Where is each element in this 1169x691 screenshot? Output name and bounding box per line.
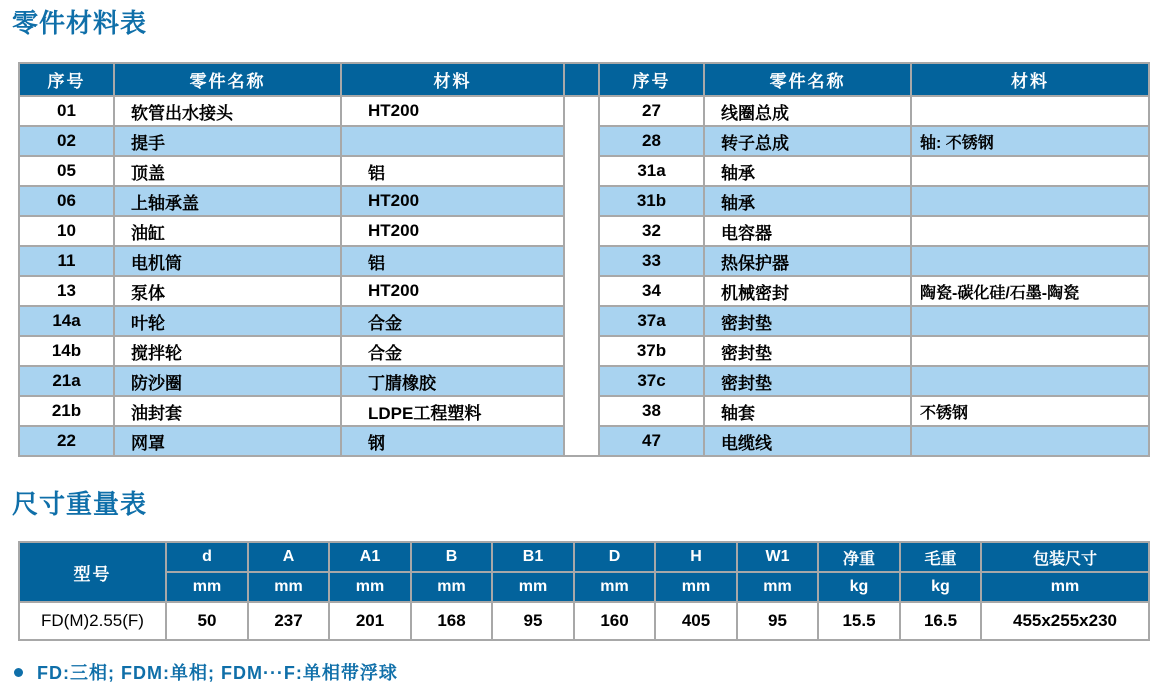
spacer-cell — [564, 396, 599, 426]
parts-table-row — [19, 156, 1149, 186]
dim-column-label: H — [655, 542, 737, 572]
part-material-cell — [911, 306, 1149, 336]
dims-data-row — [19, 602, 1149, 640]
part-name-cell: 电容器 — [704, 216, 911, 246]
part-no-cell: 31a — [599, 156, 704, 186]
part-material-cell — [911, 426, 1149, 456]
col-header-serial-right: 序号 — [599, 63, 704, 96]
part-material-cell — [911, 186, 1149, 216]
spacer-cell — [564, 276, 599, 306]
dim-column-unit: mm — [411, 572, 492, 602]
dimensions-weight-table — [18, 541, 1150, 641]
part-no-cell: 47 — [599, 426, 704, 456]
col-header-material-left: 材料 — [341, 63, 564, 96]
col-header-serial-left: 序号 — [19, 63, 114, 96]
part-material-cell: 陶瓷-碳化硅/石墨-陶瓷 — [911, 276, 1149, 306]
parts-table-body — [19, 96, 1149, 456]
part-no-cell: 33 — [599, 246, 704, 276]
part-no-cell: 31b — [599, 186, 704, 216]
part-material-cell — [911, 216, 1149, 246]
parts-table-row — [19, 96, 1149, 126]
part-name-cell: 油缸 — [114, 216, 341, 246]
parts-table-title: 零件材料表 — [12, 8, 148, 38]
part-no-cell: 05 — [19, 156, 114, 186]
dim-column-label: B1 — [492, 542, 574, 572]
col-header-part-name-left: 零件名称 — [114, 63, 341, 96]
part-name-cell: 叶轮 — [114, 306, 341, 336]
part-no-cell: 34 — [599, 276, 704, 306]
spacer-cell — [564, 426, 599, 456]
part-no-cell: 27 — [599, 96, 704, 126]
part-name-cell: 密封垫 — [704, 366, 911, 396]
dim-column-label: B — [411, 542, 492, 572]
spacer-cell — [564, 216, 599, 246]
part-no-cell: 21b — [19, 396, 114, 426]
dim-column-label: 包装尺寸 — [981, 542, 1149, 572]
part-no-cell: 32 — [599, 216, 704, 246]
part-material-cell: HT200 — [341, 186, 564, 216]
dim-value-cell: 201 — [329, 602, 411, 640]
part-material-cell — [341, 126, 564, 156]
part-name-cell: 密封垫 — [704, 336, 911, 366]
part-name-cell: 电机筒 — [114, 246, 341, 276]
spacer-cell — [564, 306, 599, 336]
part-material-cell — [911, 156, 1149, 186]
dim-column-unit: mm — [737, 572, 818, 602]
part-no-cell: 06 — [19, 186, 114, 216]
dim-column-label: A1 — [329, 542, 411, 572]
dim-value-cell: 168 — [411, 602, 492, 640]
dim-value-cell: 160 — [574, 602, 655, 640]
part-material-cell: 铝 — [341, 156, 564, 186]
dims-header-label-row — [19, 542, 1149, 572]
dim-value-cell: 15.5 — [818, 602, 900, 640]
dim-column-unit: mm — [166, 572, 248, 602]
spacer-cell — [564, 96, 599, 126]
part-no-cell: 37b — [599, 336, 704, 366]
part-no-cell: 28 — [599, 126, 704, 156]
part-no-cell: 13 — [19, 276, 114, 306]
spacer-column-header — [564, 63, 599, 96]
parts-header-row — [19, 63, 1149, 96]
part-material-cell — [911, 246, 1149, 276]
dim-value-cell: 237 — [248, 602, 329, 640]
spacer-cell — [564, 156, 599, 186]
parts-table-row — [19, 366, 1149, 396]
part-no-cell: 37c — [599, 366, 704, 396]
parts-materials-table — [18, 62, 1150, 457]
part-name-cell: 转子总成 — [704, 126, 911, 156]
dim-column-unit: kg — [900, 572, 981, 602]
part-no-cell: 38 — [599, 396, 704, 426]
dim-value-cell: 95 — [737, 602, 818, 640]
model-cell: FD(M)2.55(F) — [19, 602, 166, 640]
part-material-cell: 合金 — [341, 336, 564, 366]
part-name-cell: 防沙圈 — [114, 366, 341, 396]
part-material-cell: 合金 — [341, 306, 564, 336]
spacer-cell — [564, 366, 599, 396]
spacer-cell — [564, 336, 599, 366]
footnote — [14, 659, 1169, 685]
spacer-cell — [564, 246, 599, 276]
dim-value-cell: 455x255x230 — [981, 602, 1149, 640]
dim-column-unit: mm — [329, 572, 411, 602]
part-no-cell: 22 — [19, 426, 114, 456]
part-name-cell: 密封垫 — [704, 306, 911, 336]
dim-column-unit: mm — [492, 572, 574, 602]
part-name-cell: 顶盖 — [114, 156, 341, 186]
part-no-cell: 01 — [19, 96, 114, 126]
part-material-cell — [911, 366, 1149, 396]
parts-table-row — [19, 336, 1149, 366]
part-no-cell: 14b — [19, 336, 114, 366]
part-name-cell: 线圈总成 — [704, 96, 911, 126]
part-material-cell: 不锈钢 — [911, 396, 1149, 426]
part-material-cell: 铝 — [341, 246, 564, 276]
part-name-cell: 软管出水接头 — [114, 96, 341, 126]
part-material-cell: 钢 — [341, 426, 564, 456]
dim-value-cell: 50 — [166, 602, 248, 640]
part-material-cell: HT200 — [341, 216, 564, 246]
parts-table-row — [19, 396, 1149, 426]
part-no-cell: 10 — [19, 216, 114, 246]
spacer-cell — [564, 126, 599, 156]
part-no-cell: 37a — [599, 306, 704, 336]
part-material-cell: 轴: 不锈钢 — [911, 126, 1149, 156]
dim-value-cell: 16.5 — [900, 602, 981, 640]
dim-column-label: A — [248, 542, 329, 572]
col-header-material-right: 材料 — [911, 63, 1149, 96]
col-header-part-name-right: 零件名称 — [704, 63, 911, 96]
part-name-cell: 热保护器 — [704, 246, 911, 276]
spacer-cell — [564, 186, 599, 216]
parts-table-row — [19, 126, 1149, 156]
part-name-cell: 轴套 — [704, 396, 911, 426]
dimensions-table-title: 尺寸重量表 — [12, 489, 148, 519]
dim-value-cell: 95 — [492, 602, 574, 640]
part-name-cell: 机械密封 — [704, 276, 911, 306]
parts-table-row — [19, 306, 1149, 336]
dim-column-unit: mm — [655, 572, 737, 602]
part-name-cell: 搅拌轮 — [114, 336, 341, 366]
dim-column-label: 毛重 — [900, 542, 981, 572]
dim-column-unit: kg — [818, 572, 900, 602]
part-name-cell: 轴承 — [704, 186, 911, 216]
part-name-cell: 轴承 — [704, 156, 911, 186]
part-material-cell — [911, 96, 1149, 126]
part-name-cell: 提手 — [114, 126, 341, 156]
dim-column-unit: mm — [981, 572, 1149, 602]
dim-column-label: W1 — [737, 542, 818, 572]
part-name-cell: 上轴承盖 — [114, 186, 341, 216]
bullet-icon — [14, 668, 23, 677]
parts-table-row — [19, 426, 1149, 456]
part-no-cell: 11 — [19, 246, 114, 276]
part-material-cell: HT200 — [341, 276, 564, 306]
part-material-cell — [911, 336, 1149, 366]
parts-table-row — [19, 246, 1149, 276]
parts-table-row — [19, 186, 1149, 216]
part-name-cell: 电缆线 — [704, 426, 911, 456]
part-no-cell: 21a — [19, 366, 114, 396]
part-material-cell: HT200 — [341, 96, 564, 126]
part-material-cell: LDPE工程塑料 — [341, 396, 564, 426]
dims-header-unit-row — [19, 572, 1149, 602]
dim-column-label: d — [166, 542, 248, 572]
footnote-text: FD:三相; FDM:单相; FDM···F:单相带浮球 — [37, 663, 398, 683]
part-no-cell: 02 — [19, 126, 114, 156]
parts-table-row — [19, 216, 1149, 246]
part-name-cell: 网罩 — [114, 426, 341, 456]
part-material-cell: 丁腈橡胶 — [341, 366, 564, 396]
part-name-cell: 油封套 — [114, 396, 341, 426]
part-name-cell: 泵体 — [114, 276, 341, 306]
parts-table-row — [19, 276, 1149, 306]
part-no-cell: 14a — [19, 306, 114, 336]
dim-column-unit: mm — [574, 572, 655, 602]
dim-column-unit: mm — [248, 572, 329, 602]
dim-value-cell: 405 — [655, 602, 737, 640]
col-header-model: 型号 — [19, 542, 166, 602]
dim-column-label: 净重 — [818, 542, 900, 572]
dim-column-label: D — [574, 542, 655, 572]
